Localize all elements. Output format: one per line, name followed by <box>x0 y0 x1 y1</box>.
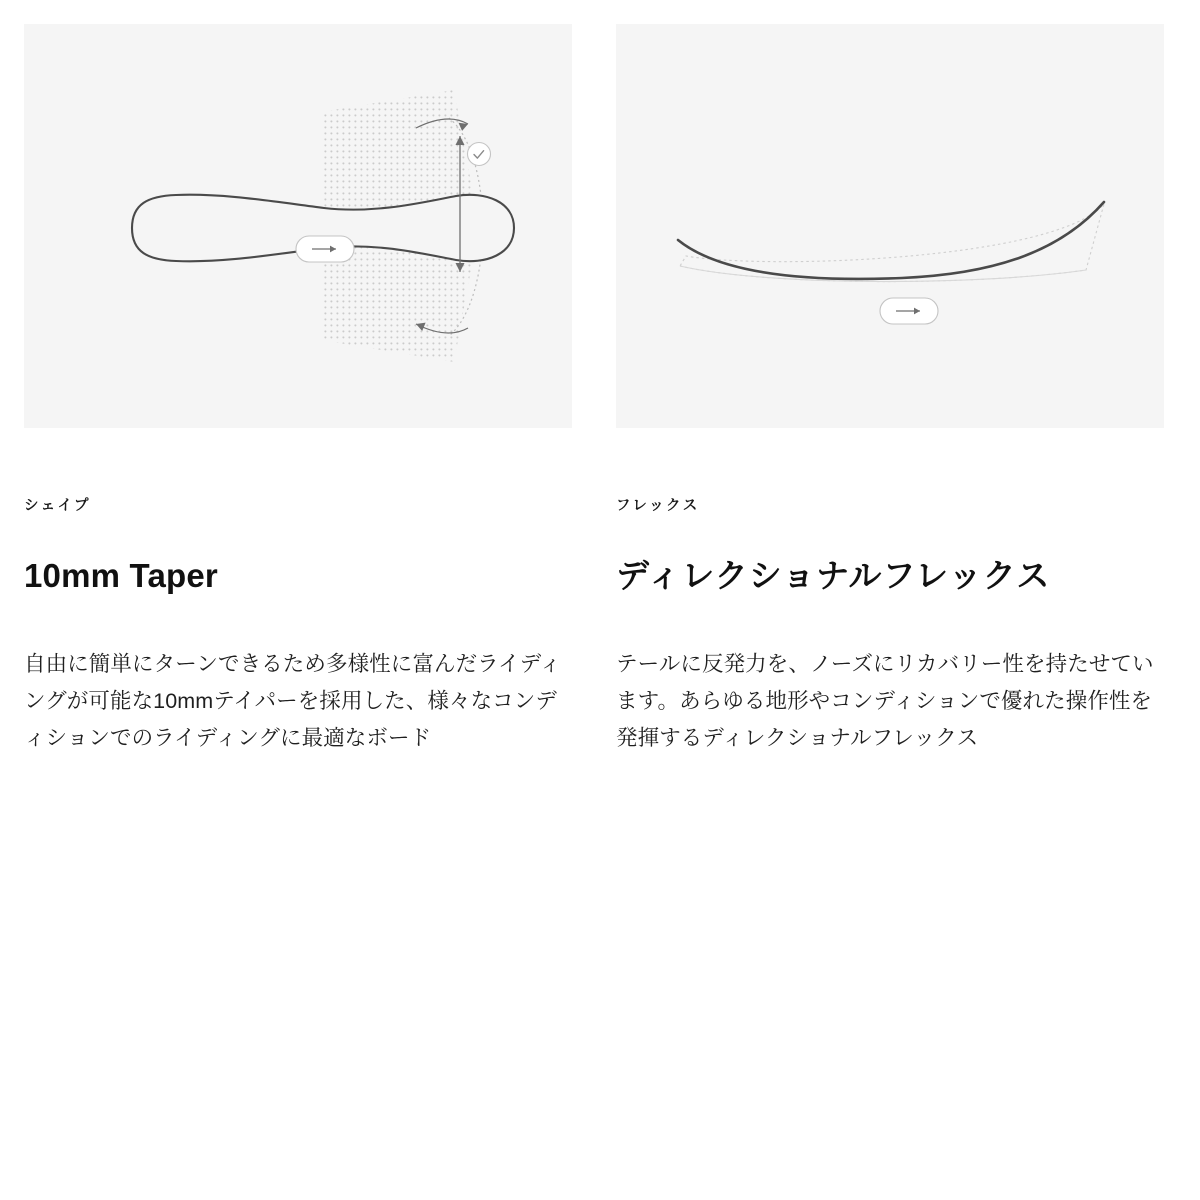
flex-diagram-media <box>616 24 1164 428</box>
feature-grid <box>24 24 1176 778</box>
feature-card-shape <box>24 24 572 778</box>
feature-body: 自由に簡単にターンできるため多様性に富んだライディングが可能な10mmテイパーを採用した、様々なコンディションでのライディングに最適なボード <box>24 652 562 750</box>
feature-body: テールに反発力を、ノーズにリカバリー性を持たせています。あらゆる地形やコンディションで優れた操作性を発揮するディレクショナルフレックス <box>616 652 1154 750</box>
feature-title: ディレクショナルフレックス <box>616 557 1051 595</box>
feature-title: 10mm Taper <box>24 557 218 595</box>
feature-eyebrow: フレックス <box>616 498 700 514</box>
snowboard-taper-top-view-icon <box>24 24 572 428</box>
feature-eyebrow: シェイプ <box>24 498 91 514</box>
snowboard-flex-side-view-icon <box>616 24 1164 428</box>
shape-diagram-media <box>24 24 572 428</box>
feature-card-flex <box>616 24 1164 778</box>
